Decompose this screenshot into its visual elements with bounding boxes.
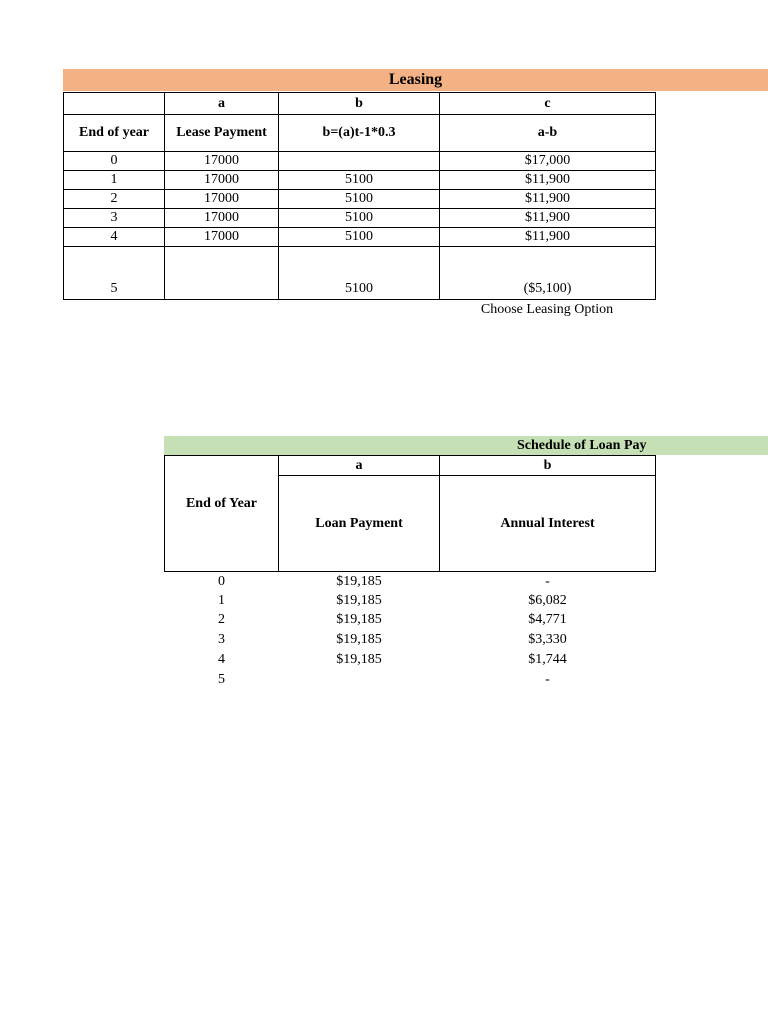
- table-cell: 5100: [279, 247, 440, 300]
- leasing-letter-cell: b: [279, 93, 440, 115]
- table-cell: $19,185: [336, 631, 382, 647]
- table-cell: $11,900: [440, 228, 656, 247]
- table-cell: [279, 152, 440, 171]
- table-cell: $11,900: [440, 190, 656, 209]
- table-cell: 17000: [165, 190, 279, 209]
- leasing-letter-cell: [64, 93, 165, 115]
- table-row: [165, 630, 656, 650]
- table-cell: 5100: [279, 228, 440, 247]
- leasing-header-cell: b=(a)t-1*0.3: [279, 115, 440, 152]
- leasing-title-band: [63, 69, 768, 91]
- table-cell: -: [545, 671, 550, 687]
- table-cell: 17000: [165, 209, 279, 228]
- table-cell: $19,185: [336, 573, 382, 589]
- table-cell: ($5,100): [440, 247, 656, 300]
- leasing-letter-cell: a: [165, 93, 279, 115]
- loan-header-cell: End of Year: [165, 456, 279, 572]
- table-cell: $11,900: [440, 171, 656, 190]
- table-cell: 0: [64, 152, 165, 171]
- loan-schedule-title: Schedule of Loan Pay: [517, 438, 647, 453]
- loan-header-cell: Loan Payment: [279, 476, 440, 572]
- table-cell: $19,185: [336, 651, 382, 667]
- table-cell: 1: [218, 593, 225, 608]
- table-cell: 5100: [279, 190, 440, 209]
- table-cell: $6,082: [528, 593, 567, 608]
- loan-letter-row: [165, 456, 656, 476]
- leasing-title: Leasing: [388, 71, 443, 88]
- table-cell: $19,185: [336, 593, 382, 608]
- leasing-letter-row: [64, 93, 656, 115]
- table-cell: 3: [218, 631, 225, 647]
- loan-schedule-title-band: [164, 436, 768, 455]
- loan-schedule-table: [164, 455, 656, 690]
- loan-header-cell: Annual Interest: [440, 476, 656, 572]
- table-row: [165, 611, 656, 630]
- table-row: [64, 228, 656, 247]
- table-cell: $17,000: [440, 152, 656, 171]
- table-row: [64, 152, 656, 171]
- table-row: [165, 670, 656, 690]
- table-cell: [279, 670, 440, 690]
- table-cell: 0: [218, 573, 225, 589]
- table-row: [165, 650, 656, 670]
- leasing-header-cell: End of year: [64, 115, 165, 152]
- table-cell: $4,771: [528, 612, 567, 627]
- table-cell: 2: [218, 612, 225, 627]
- table-row: [165, 592, 656, 611]
- table-cell: -: [545, 573, 550, 589]
- table-row: [64, 171, 656, 190]
- table-row: [64, 247, 656, 300]
- loan-letter-cell: a: [279, 456, 440, 476]
- table-row: [64, 209, 656, 228]
- table-cell: 4: [64, 228, 165, 247]
- table-row: [165, 572, 656, 592]
- table-cell: 3: [64, 209, 165, 228]
- table-cell: 5: [218, 671, 225, 687]
- leasing-header-cell: Lease Payment: [165, 115, 279, 152]
- table-row: [64, 190, 656, 209]
- table-cell: 2: [64, 190, 165, 209]
- table-cell: [165, 247, 279, 300]
- leasing-letter-cell: c: [440, 93, 656, 115]
- table-cell: 17000: [165, 152, 279, 171]
- table-cell: $3,330: [528, 631, 567, 647]
- table-cell: 5100: [279, 209, 440, 228]
- table-cell: $19,185: [336, 612, 382, 627]
- table-cell: $1,744: [528, 651, 567, 667]
- leasing-header-row: [64, 115, 656, 152]
- table-cell: 4: [218, 651, 225, 667]
- leasing-header-cell: a-b: [440, 115, 656, 152]
- table-cell: 17000: [165, 171, 279, 190]
- table-cell: $11,900: [440, 209, 656, 228]
- leasing-recommendation: Choose Leasing Option: [480, 302, 614, 317]
- table-cell: 5100: [279, 171, 440, 190]
- loan-letter-cell: b: [440, 456, 656, 476]
- table-cell: 17000: [165, 228, 279, 247]
- leasing-table: [63, 92, 656, 300]
- table-cell: 1: [64, 171, 165, 190]
- table-cell: 5: [64, 247, 165, 300]
